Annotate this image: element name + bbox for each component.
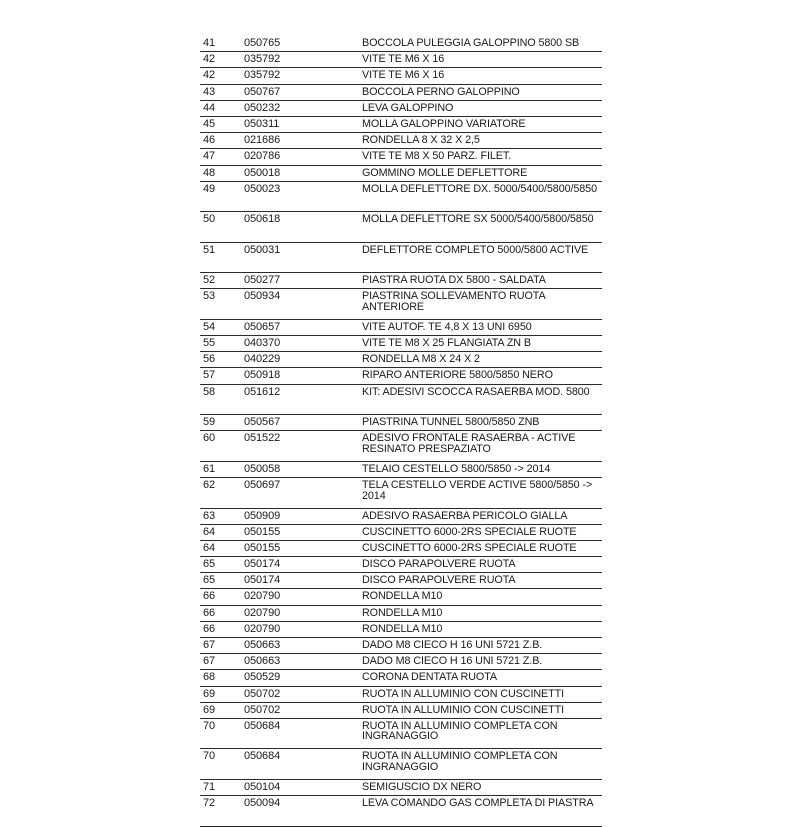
position-number: 69 [203,687,216,700]
part-description: VITE TE M6 X 16 [362,53,445,66]
part-description: VITE AUTOF. TE 4,8 X 13 UNI 6950 [362,320,532,333]
table-row [200,273,602,289]
position-number: 69 [203,703,216,716]
table-row [200,117,602,133]
part-description: KIT: ADESIVI SCOCCA RASAERBA MOD. 5800 [362,385,590,398]
part-description: VITE TE M6 X 16 [362,69,445,82]
part-description: DADO M8 CIECO H 16 UNI 5721 Z.B. [362,655,543,668]
part-description: PIASTRINA SOLLEVAMENTO RUOTA ANTERIORE [362,290,545,313]
part-code: 020786 [244,150,281,163]
table-row [200,638,602,654]
part-code: 050909 [244,509,281,522]
position-number: 58 [203,385,216,398]
position-number: 46 [203,134,216,147]
part-description: BOCCOLA PERNO GALOPPINO [362,85,520,98]
part-description: ADESIVO RASAERBA PERICOLO GIALLA [362,509,568,522]
position-number: 70 [203,719,216,732]
part-description: VITE TE M8 X 25 FLANGIATA ZN B [362,337,531,350]
table-row [200,368,602,384]
part-code: 050663 [244,655,281,668]
part-code: 050567 [244,416,281,429]
part-description: CUSCINETTO 6000-2RS SPECIALE RUOTE [362,525,577,538]
position-number: 47 [203,150,216,163]
part-description: MOLLA DEFLETTORE DX. 5000/5400/5800/5850 [362,182,597,195]
position-number: 66 [203,622,216,635]
part-description: TELAIO CESTELLO 5800/5850 -> 2014 [362,462,551,475]
part-code: 050684 [244,750,281,763]
position-number: 51 [203,243,216,256]
position-number: 68 [203,671,216,684]
part-code: 050702 [244,703,281,716]
part-code: 050618 [244,213,281,226]
part-code: 050311 [244,117,280,130]
part-description: RONDELLA M8 X 24 X 2 [362,353,480,366]
part-code: 035792 [244,69,281,82]
table-row [200,385,602,416]
table-row [200,85,602,101]
part-description: CUSCINETTO 6000-2RS SPECIALE RUOTE [362,541,577,554]
table-row [200,415,602,431]
part-code: 050018 [244,166,281,179]
part-code: 020790 [244,590,281,603]
position-number: 65 [203,574,216,587]
part-description: RONDELLA 8 X 32 X 2,5 [362,134,480,147]
part-code: 050934 [244,290,281,303]
table-row [200,289,602,320]
part-description: DISCO PARAPOLVERE RUOTA [362,558,516,571]
position-number: 67 [203,639,216,651]
position-number: 67 [203,655,216,668]
part-description: DEFLETTORE COMPLETO 5000/5800 ACTIVE [362,243,589,256]
part-description: CORONA DENTATA RUOTA [362,671,498,684]
part-description: RONDELLA M10 [362,590,443,603]
position-number: 72 [203,797,216,810]
part-description: DADO M8 CIECO H 16 UNI 5721 Z.B. [362,639,543,651]
part-code: 021686 [244,134,281,147]
part-code: 050663 [244,639,281,651]
part-description: RUOTA IN ALLUMINIO CON CUSCINETTI [362,703,565,716]
table-row [200,796,602,827]
part-description: RIPARO ANTERIORE 5800/5850 NERO [362,369,553,382]
table-row [200,525,602,541]
position-number: 64 [203,541,216,554]
table-row [200,462,602,478]
table-row [200,749,602,780]
position-number: 71 [203,780,216,793]
part-description: MOLLA GALOPPINO VARIATORE [362,117,526,130]
part-description: RUOTA IN ALLUMINIO COMPLETA CON INGRANAGGIO [362,750,558,773]
position-number: 59 [203,416,216,429]
part-description: VITE TE M8 X 50 PARZ. FILET. [362,150,512,163]
part-code: 050697 [244,479,281,491]
part-code: 050702 [244,687,281,700]
part-code: 050104 [244,780,281,793]
part-code: 050155 [244,541,281,554]
part-code: 050767 [244,85,281,98]
table-row [200,101,602,117]
part-description: MOLLA DEFLETTORE SX 5000/5400/5800/5850 [362,213,594,226]
part-code: 050155 [244,525,281,538]
part-description: DISCO PARAPOLVERE RUOTA [362,574,516,587]
part-code: 050232 [244,101,281,114]
table-row [200,36,602,52]
part-description: LEVA COMANDO GAS COMPLETA DI PIASTRA [362,797,594,810]
position-number: 41 [203,37,216,49]
position-number: 48 [203,166,216,179]
table-row [200,52,602,68]
part-description: LEVA GALOPPINO [362,101,454,114]
table-row [200,431,602,462]
part-description: PIASTRINA TUNNEL 5800/5850 ZNB [362,416,540,429]
part-code: 050657 [244,320,281,333]
part-code: 050058 [244,462,281,475]
position-number: 64 [203,525,216,538]
table-row [200,557,602,573]
table-row [200,133,602,149]
position-number: 55 [203,337,216,350]
table-row [200,352,602,368]
position-number: 62 [203,479,216,491]
part-code: 050529 [244,671,281,684]
position-number: 44 [203,101,216,114]
part-code: 050918 [244,369,281,382]
table-row [200,703,602,719]
position-number: 50 [203,213,216,226]
position-number: 45 [203,117,216,130]
part-code: 051522 [244,432,281,445]
part-description: GOMMINO MOLLE DEFLETTORE [362,166,528,179]
table-row [200,654,602,670]
table-row [200,68,602,84]
part-description: SEMIGUSCIO DX NERO [362,780,482,793]
part-code: 050684 [244,719,281,732]
part-code: 051612 [244,385,281,398]
part-code: 050031 [244,243,281,256]
position-number: 65 [203,558,216,571]
table-row [200,212,602,243]
parts-list-table [200,36,602,827]
position-number: 42 [203,69,216,82]
table-row [200,606,602,622]
table-row [200,670,602,686]
table-row [200,622,602,638]
part-code: 050765 [244,37,281,49]
part-description: RONDELLA M10 [362,606,443,619]
part-code: 040370 [244,337,281,350]
position-number: 63 [203,509,216,522]
part-code: 020790 [244,606,281,619]
part-description: RUOTA IN ALLUMINIO CON CUSCINETTI [362,687,565,700]
part-code: 050174 [244,558,281,571]
part-description: RONDELLA M10 [362,622,443,635]
part-description: RUOTA IN ALLUMINIO COMPLETA CON INGRANAGGIO [362,719,558,743]
table-row [200,182,602,213]
position-number: 54 [203,320,216,333]
table-row [200,166,602,182]
table-row [200,687,602,703]
table-row [200,541,602,557]
position-number: 66 [203,606,216,619]
part-description: ADESIVO FRONTALE RASAERBA - ACTIVE RESINATO PRESPAZIATO [362,432,576,455]
table-row [200,149,602,165]
table-row [200,573,602,589]
position-number: 70 [203,750,216,763]
position-number: 49 [203,182,216,195]
position-number: 52 [203,274,216,287]
position-number: 42 [203,53,216,66]
table-row [200,336,602,352]
part-code: 035792 [244,53,281,66]
position-number: 66 [203,590,216,603]
position-number: 53 [203,290,216,303]
position-number: 56 [203,353,216,366]
table-row [200,478,602,509]
position-number: 61 [203,462,216,475]
table-row [200,243,602,274]
position-number: 57 [203,369,216,382]
position-number: 60 [203,432,216,445]
table-row [200,509,602,525]
table-row [200,780,602,796]
part-code: 020790 [244,622,281,635]
part-code: 040229 [244,353,281,366]
part-code: 050277 [244,274,281,287]
part-code: 050174 [244,574,281,587]
table-row [200,719,602,750]
part-description: PIASTRA RUOTA DX 5800 - SALDATA [362,274,546,287]
part-description: TELA CESTELLO VERDE ACTIVE 5800/5850 -> 2014 [362,479,593,502]
position-number: 43 [203,85,216,98]
part-code: 050094 [244,797,281,810]
part-code: 050023 [244,182,281,195]
table-row [200,320,602,336]
table-row [200,589,602,605]
part-description: BOCCOLA PULEGGIA GALOPPINO 5800 SB [362,37,580,49]
